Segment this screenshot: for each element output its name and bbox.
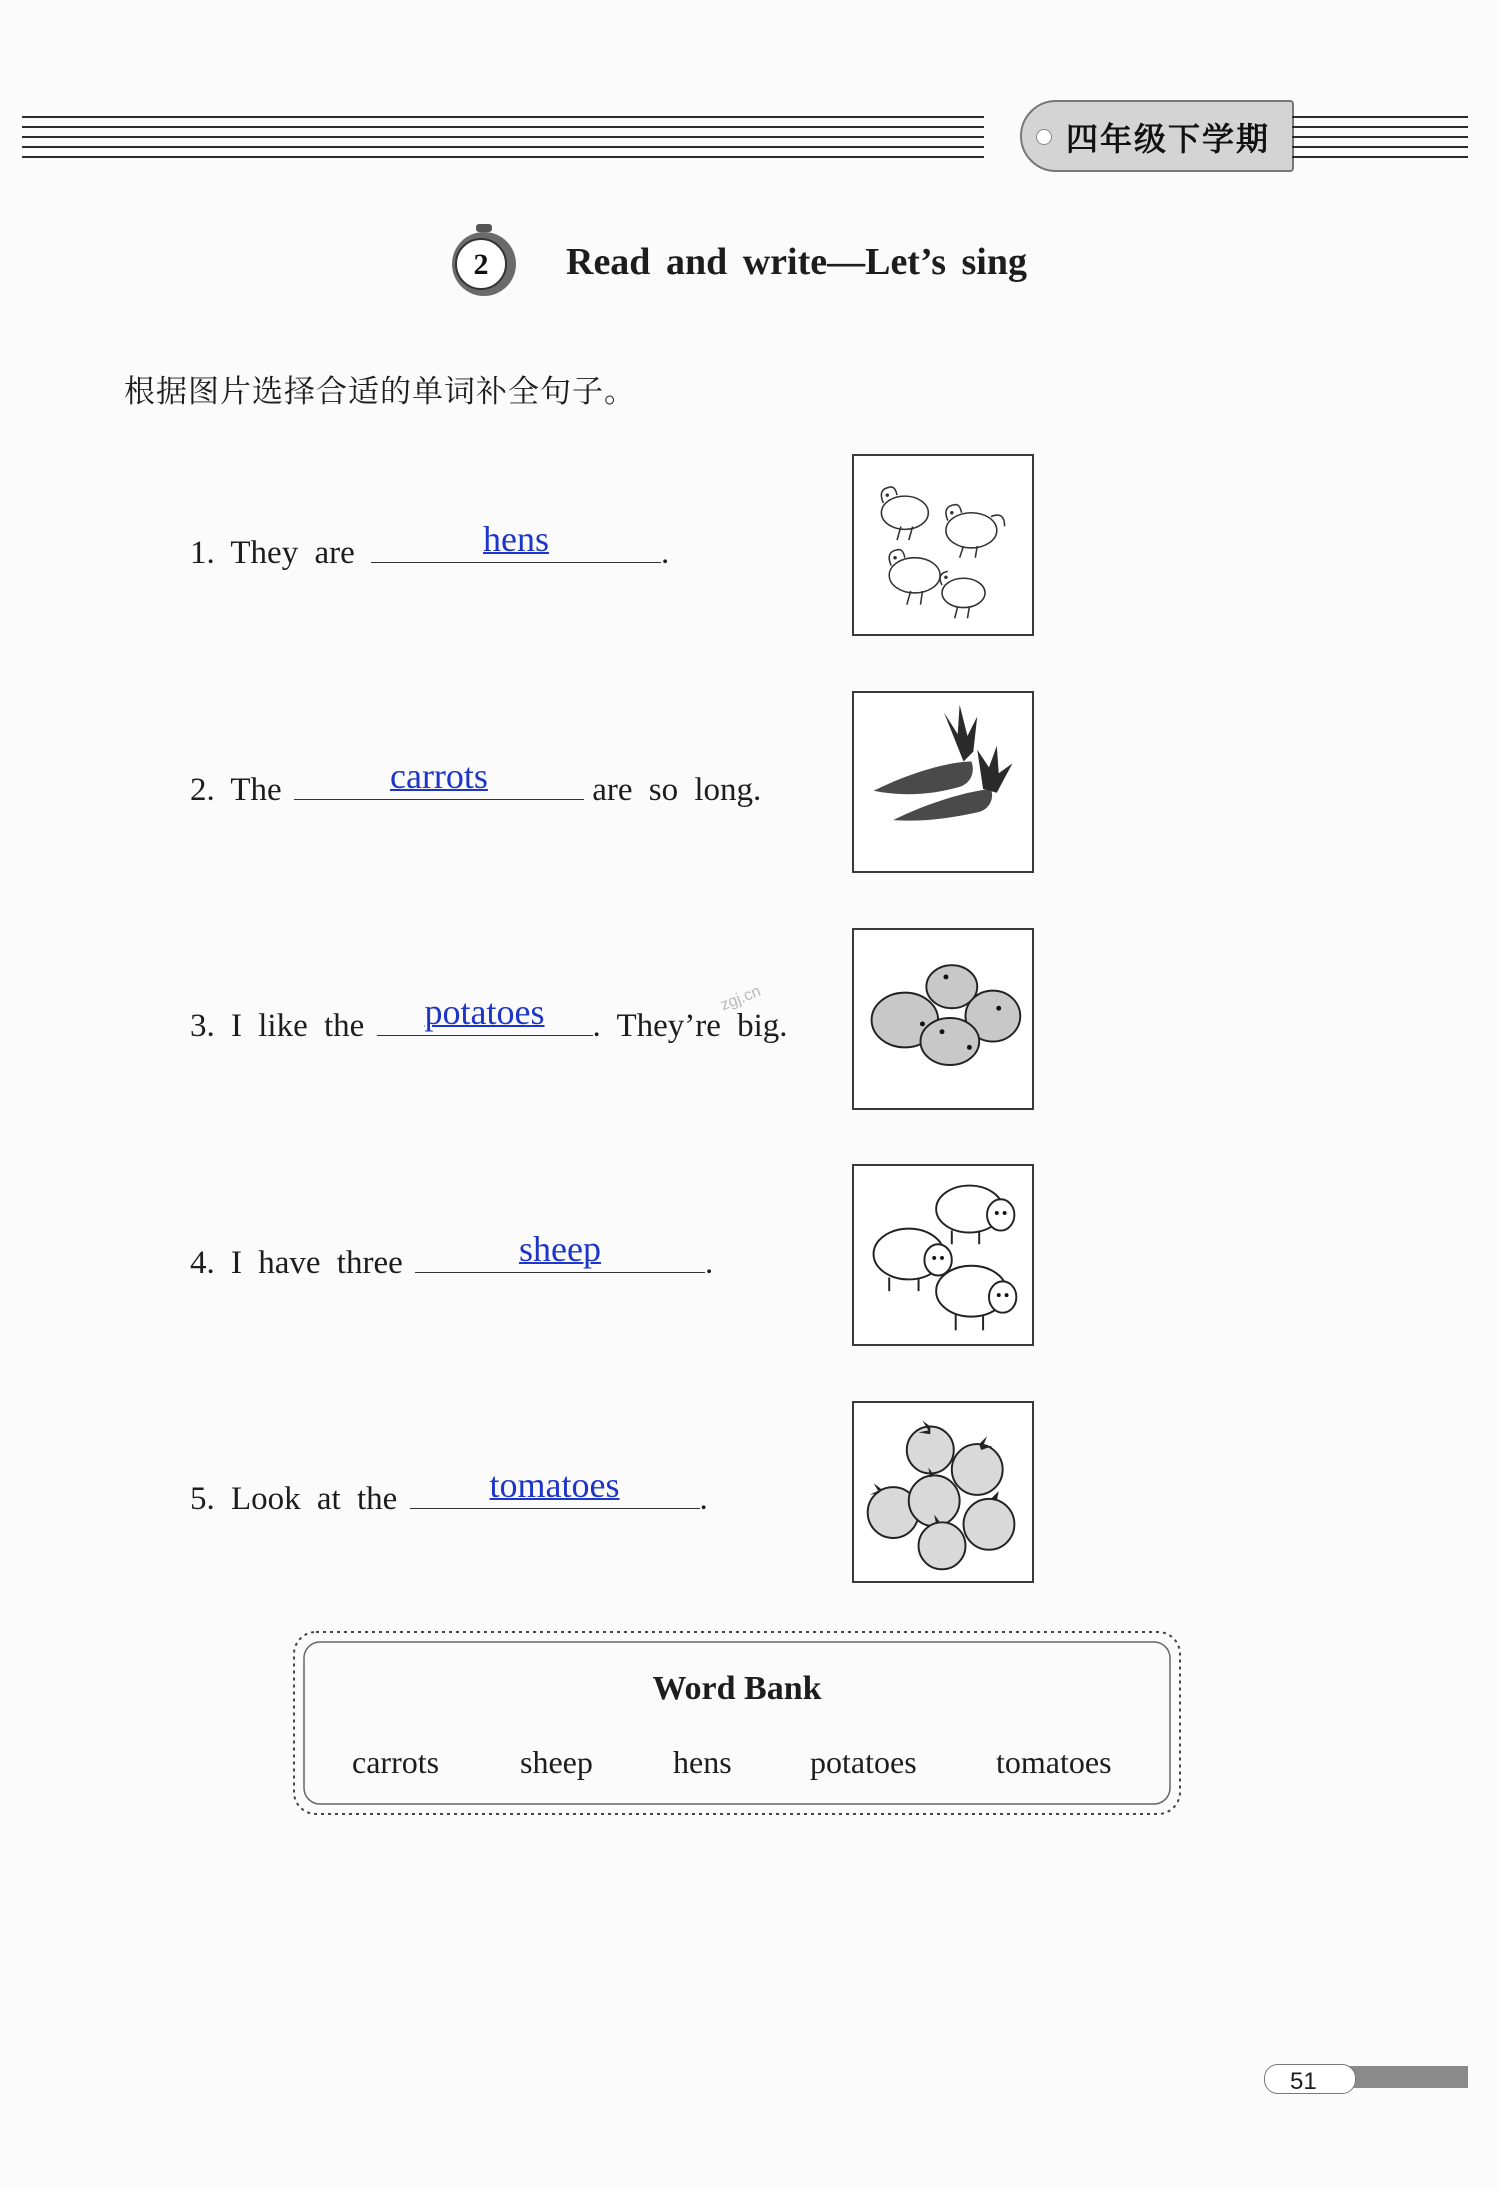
header-rule-left (22, 112, 984, 160)
answer-text: hens (483, 519, 549, 559)
question-prefix: 5. Look at the (190, 1481, 398, 1517)
question-1 (190, 519, 670, 572)
answer-text: tomatoes (489, 1465, 620, 1505)
instruction-text: 根据图片选择合适的单词补全句子。 (124, 374, 636, 410)
word-bank-word: sheep (520, 1744, 593, 1780)
word-bank-word: carrots (352, 1744, 440, 1780)
answer-blank[interactable] (415, 1229, 705, 1273)
question-suffix: are so long. (592, 772, 762, 808)
answer-text: sheep (519, 1229, 601, 1269)
tab-dot-icon (1036, 129, 1052, 145)
question-prefix: 1. They are (190, 535, 355, 571)
section-title: Read and write—Let’s sing (566, 241, 1027, 283)
word-bank-title: Word Bank (652, 1670, 822, 1707)
word-bank (288, 1626, 1186, 1820)
page-number: 51 (1290, 2068, 1317, 2095)
answer-blank[interactable] (410, 1465, 700, 1509)
watermark: zgj.cn (718, 982, 764, 1015)
question-suffix: . (661, 535, 670, 571)
page-footer-bar (1340, 2066, 1468, 2088)
question-suffix: . (699, 1481, 708, 1517)
question-suffix: . (705, 1245, 714, 1281)
tomatoes-picture (852, 1401, 1034, 1583)
section-number: 2 (473, 248, 489, 281)
word-bank-border (288, 1626, 1186, 1820)
question-prefix: 4. I have three (190, 1245, 403, 1281)
answer-text: potatoes (424, 992, 545, 1032)
word-bank-word: hens (673, 1744, 732, 1780)
grade-tab (1020, 100, 1294, 172)
answer-text: carrots (389, 756, 488, 796)
hens-picture (852, 454, 1034, 636)
carrots-picture (852, 691, 1034, 873)
question-4 (190, 1229, 714, 1282)
section-number-badge (448, 222, 520, 300)
sheep-picture (852, 1164, 1034, 1346)
header-rule-right (1292, 112, 1468, 160)
answer-blank[interactable] (294, 756, 584, 800)
potatoes-picture (852, 928, 1034, 1110)
question-prefix: 3. I like the (190, 1008, 365, 1044)
word-bank-word: potatoes (810, 1744, 917, 1780)
question-5 (190, 1465, 708, 1518)
word-bank-word: tomatoes (996, 1744, 1112, 1780)
answer-blank[interactable] (377, 992, 593, 1036)
question-suffix: . They’re big. (592, 1008, 788, 1044)
question-prefix: 2. The (190, 772, 282, 808)
grade-label: 四年级下学期 (1066, 120, 1271, 158)
answer-blank[interactable] (371, 519, 661, 563)
question-2 (190, 756, 762, 809)
